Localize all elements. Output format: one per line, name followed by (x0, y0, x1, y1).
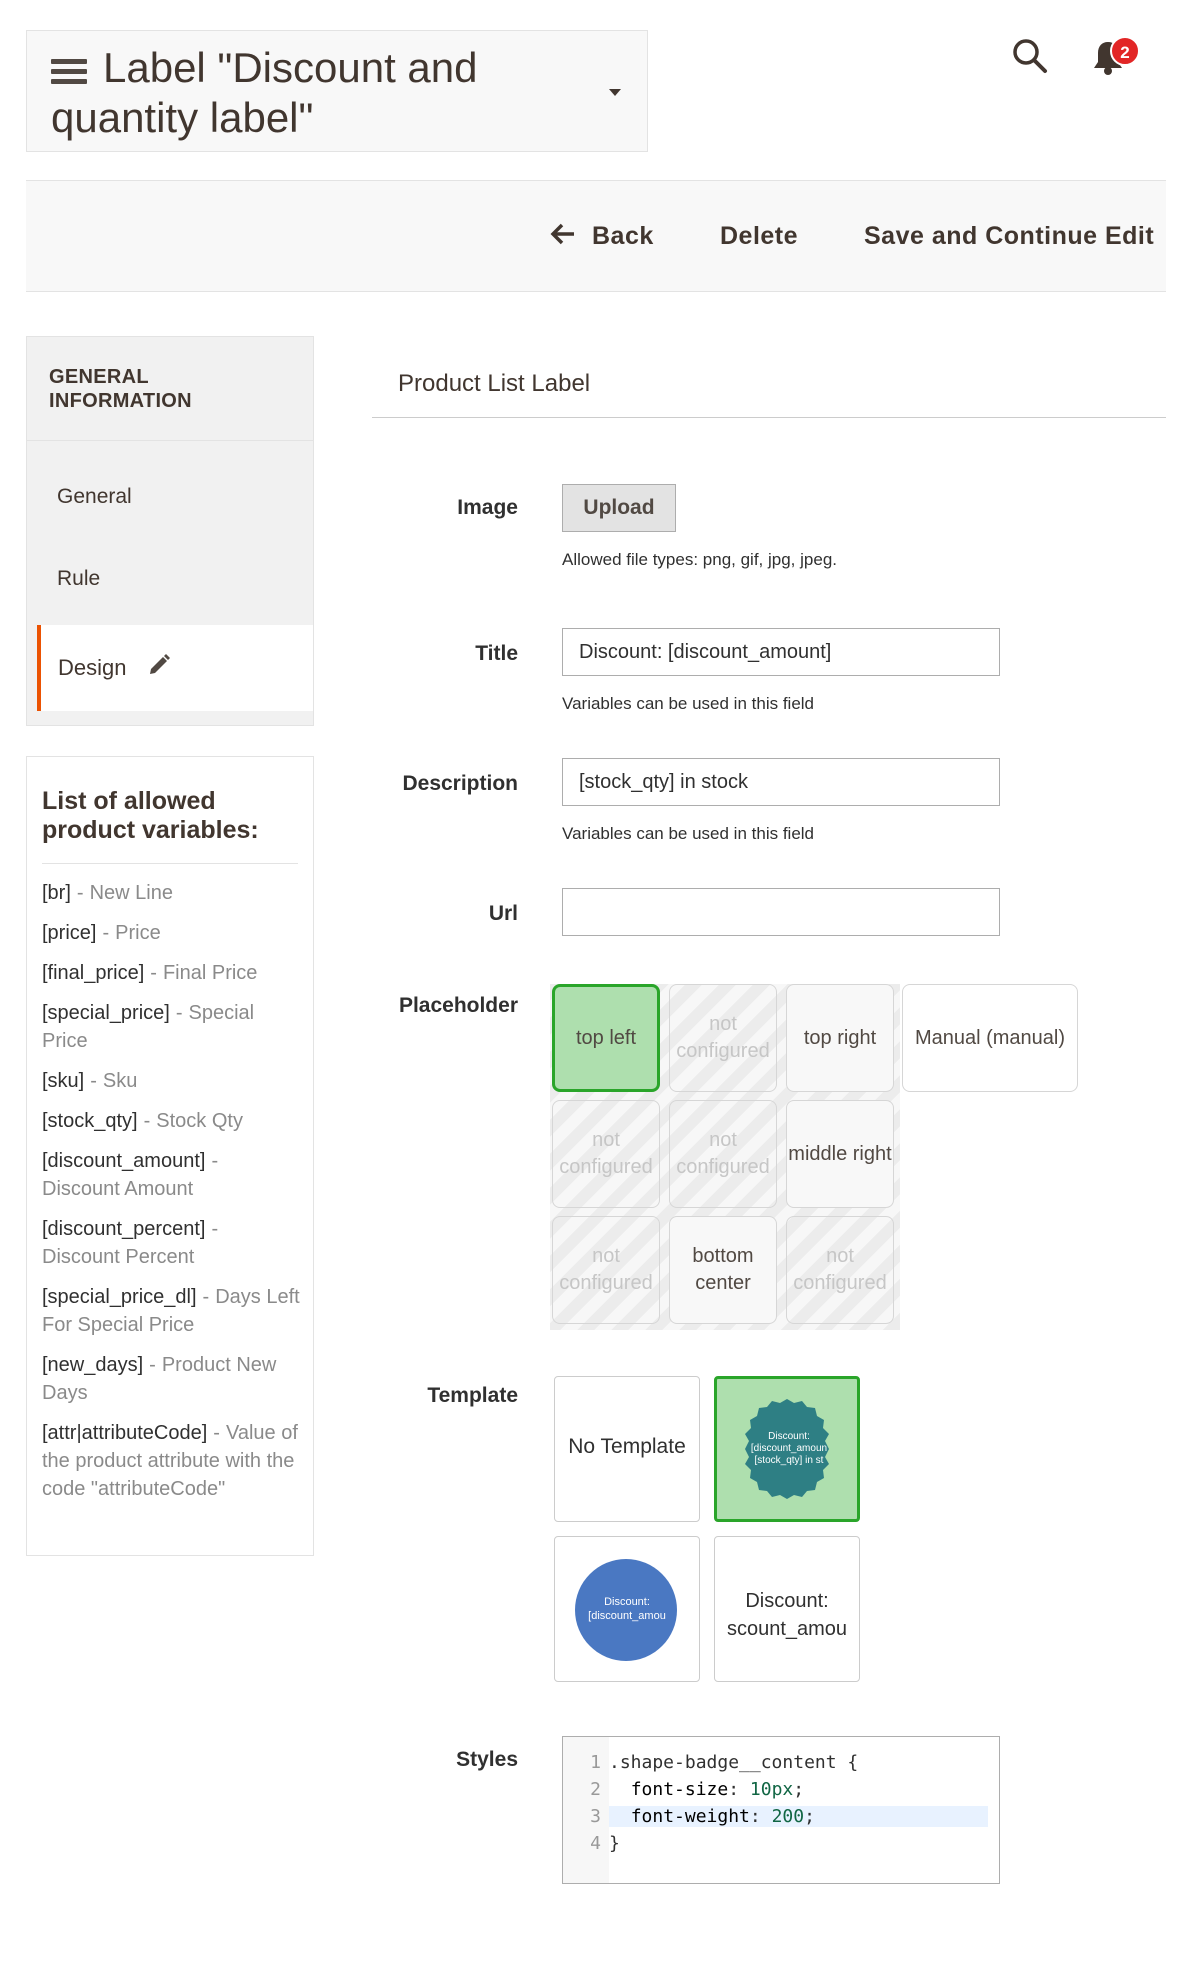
placeholder-middle-left[interactable]: not configured (552, 1100, 660, 1208)
list-item: [price] - Price (42, 922, 161, 944)
save-continue-button[interactable]: Save and Continue Edit (864, 222, 1155, 250)
template-text-line: Discount: (745, 1590, 829, 1612)
placeholder-label: Placeholder (398, 994, 518, 1017)
divider (372, 417, 1166, 418)
list-item: [attr|attributeCode] - Value of the product attribute with the code "attributeCode" (42, 1422, 298, 1500)
pencil-icon (147, 653, 171, 677)
badge-content (739, 1431, 839, 1467)
list-item: [br] - New Line (42, 882, 173, 904)
placeholder-bottom-left[interactable]: not configured (552, 1216, 660, 1324)
placeholder-bottom-center[interactable]: bottom center (669, 1216, 777, 1324)
placeholder-manual[interactable]: Manual (manual) (902, 984, 1078, 1092)
page-title-box[interactable] (26, 30, 648, 152)
circle-line: Discount: (604, 1596, 650, 1608)
badge-line: Discount: (768, 1431, 810, 1442)
template-none-label: No Template (568, 1435, 686, 1458)
url-label: Url (488, 902, 518, 925)
divider (42, 863, 298, 864)
template-text-line: scount_amou (726, 1618, 848, 1640)
template-circle[interactable] (554, 1536, 700, 1682)
list-item: [discount_amount] -Discount Amount (42, 1150, 219, 1200)
placeholder-top-left[interactable]: top left (552, 984, 660, 1092)
nav-item-general[interactable]: General (57, 485, 132, 508)
allowed-variables-panel (26, 756, 314, 1556)
placeholder-top-right[interactable]: top right (786, 984, 894, 1092)
notifications-button[interactable] (1088, 34, 1144, 78)
circle-content (575, 1595, 679, 1623)
template-text-content (715, 1587, 859, 1643)
divider (27, 440, 313, 441)
list-item: [sku] - Sku (42, 1070, 138, 1092)
back-button[interactable] (550, 181, 680, 291)
back-label: Back (592, 222, 654, 250)
nav-item-design[interactable] (37, 625, 313, 711)
styles-label: Styles (456, 1748, 518, 1771)
template-none[interactable] (554, 1376, 700, 1522)
nav-item-rule[interactable]: Rule (57, 567, 101, 590)
notifications-badge: 2 (1110, 36, 1140, 66)
description-note: Variables can be used in this field (562, 824, 815, 843)
placeholder-grid (550, 984, 902, 1330)
upload-button[interactable]: Upload (562, 484, 676, 532)
circle-line: [discount_amou (588, 1610, 666, 1622)
template-text[interactable] (714, 1536, 860, 1682)
styles-code-editor[interactable] (562, 1736, 1000, 1884)
nav-heading[interactable]: GENERAL INFORMATION (49, 366, 192, 412)
code-line[interactable]: 4 } (590, 1833, 620, 1854)
title-note: Variables can be used in this field (562, 694, 815, 713)
placeholder-bottom-right[interactable]: not configured (786, 1216, 894, 1324)
nav-item-label: Design (58, 655, 127, 680)
code-line[interactable]: 2 font-size: 10px; (590, 1779, 805, 1800)
code-line[interactable]: 1 .shape-badge__content { (590, 1752, 859, 1773)
search-icon[interactable] (1008, 34, 1052, 78)
template-label: Template (427, 1384, 518, 1407)
placeholder-top-center[interactable]: not configured (669, 984, 777, 1092)
arrow-left-icon (550, 182, 578, 292)
template-badge[interactable] (714, 1376, 860, 1522)
description-input[interactable] (562, 758, 1000, 806)
image-note: Allowed file types: png, gif, jpg, jpeg. (562, 550, 837, 569)
variables-title: List of allowed product variables: (42, 787, 259, 844)
placeholder-middle-center[interactable]: not configured (669, 1100, 777, 1208)
placeholder-middle-right[interactable]: middle right (786, 1100, 894, 1208)
list-item: [stock_qty] - Stock Qty (42, 1110, 243, 1132)
title-label: Title (475, 642, 518, 665)
page-actions-bar (26, 180, 1166, 292)
list-item: [discount_percent] -Discount Percent (42, 1218, 219, 1268)
variables-list (42, 879, 300, 1515)
chevron-down-icon[interactable] (609, 89, 621, 96)
code-line[interactable]: 3 font-weight: 200; (590, 1806, 989, 1827)
list-item: [new_days] - Product New Days (42, 1354, 277, 1404)
image-label: Image (457, 496, 518, 519)
side-nav (26, 336, 314, 726)
url-input[interactable] (562, 888, 1000, 936)
list-item: [special_price_dl] - Days Left For Special Price (42, 1286, 300, 1336)
page-title: Label "Discount and quantity label" (51, 44, 478, 141)
list-item: [final_price] - Final Price (42, 962, 258, 984)
delete-button[interactable]: Delete (720, 222, 799, 250)
section-title: Product List Label (398, 370, 591, 397)
description-label: Description (402, 772, 518, 795)
badge-line: [stock_qty] in st (754, 1455, 824, 1466)
badge-line: [discount_amoun (750, 1443, 828, 1454)
title-input[interactable] (562, 628, 1000, 676)
list-item: [special_price] - Special Price (42, 1002, 255, 1052)
